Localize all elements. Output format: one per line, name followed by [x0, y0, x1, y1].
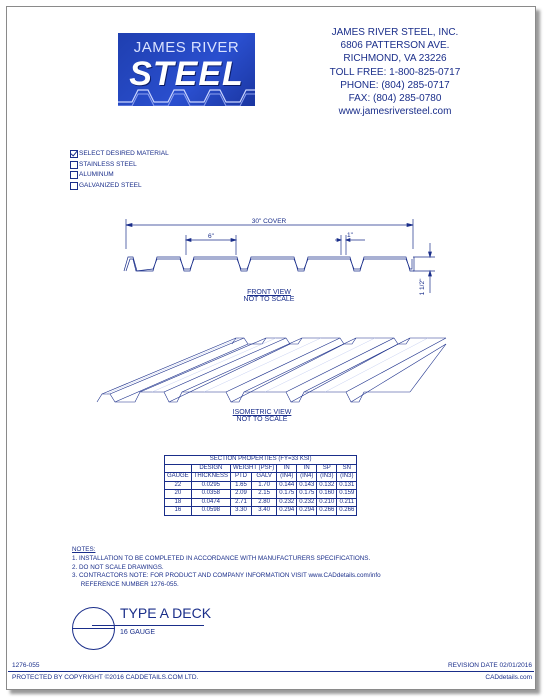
- table-header-cell: SN: [337, 464, 357, 473]
- checkbox-icon[interactable]: [70, 161, 78, 169]
- table-row: [165, 498, 357, 507]
- table-cell: 0.210: [317, 498, 337, 507]
- checkbox-icon[interactable]: [70, 182, 78, 190]
- table-cell: 0.294: [297, 507, 317, 516]
- material-option-stainless[interactable]: [70, 160, 169, 171]
- material-options: [70, 149, 169, 191]
- table-cell: 20: [165, 490, 192, 499]
- revision-date: REVISION DATE 02/01/2016: [447, 662, 532, 669]
- table-header-cell: [165, 464, 192, 473]
- checkbox-icon[interactable]: [70, 171, 78, 179]
- table-cell: 0.211: [337, 498, 357, 507]
- company-address-line2: RICHMOND, VA 23226: [343, 53, 447, 65]
- table-cell: 0.266: [337, 507, 357, 516]
- table-row: [165, 507, 357, 516]
- section-properties-table: [164, 455, 357, 516]
- table-header-cell: IN: [297, 464, 317, 473]
- table-header-cell: THICKNESS: [191, 473, 230, 482]
- copyright-notice: PROTECTED BY COPYRIGHT ©2016 CADDETAILS.COM LTD.: [12, 674, 199, 681]
- table-row: [165, 481, 357, 490]
- note-item: 2. DO NOT SCALE DRAWINGS.: [72, 563, 164, 571]
- table-header-cell: DESIGN: [191, 464, 230, 473]
- james-river-steel-logo: [118, 33, 255, 106]
- material-option-galvanized[interactable]: [70, 181, 169, 192]
- checkbox-checked-icon[interactable]: [70, 150, 78, 158]
- table-header-cell: PTD: [231, 473, 252, 482]
- front-view-title: FRONT VIEW: [247, 289, 291, 296]
- table-header-cell: (IN4): [297, 473, 317, 482]
- drawing-subtitle: 16 GAUGE: [120, 629, 156, 636]
- logo-top-text: JAMES RIVER: [133, 39, 240, 56]
- isometric-view-title: ISOMETRIC VIEW: [232, 409, 292, 416]
- isometric-view-caption: [212, 409, 312, 423]
- company-website[interactable]: www.jamesriversteel.com: [338, 106, 452, 118]
- table-header-cell: GAUGE: [165, 473, 192, 482]
- front-view-drawing: [0, 215, 550, 300]
- table-cell: 1.70: [251, 481, 276, 490]
- notes-section: [72, 546, 381, 590]
- top-dimension-label: 1": [347, 232, 353, 239]
- table-cell: 0.160: [317, 490, 337, 499]
- table-cell: 2.15: [251, 490, 276, 499]
- table-cell: 0.175: [277, 490, 297, 499]
- table-header-cell: WEIGHT (PSF): [231, 464, 277, 473]
- table-cell: 18: [165, 498, 192, 507]
- company-tollfree: TOLL FREE: 1-800-825-0717: [329, 66, 461, 78]
- table-cell: 3.30: [231, 507, 252, 516]
- material-option-label: ALUMINUM: [79, 171, 114, 178]
- table-header-cell: (IN4): [277, 473, 297, 482]
- material-option-label: GALVANIZED STEEL: [79, 181, 142, 189]
- table-header-row-1: [165, 464, 357, 473]
- table-cell: 0.266: [317, 507, 337, 516]
- table-header-row-2: [165, 473, 357, 482]
- table-cell: 0.144: [277, 481, 297, 490]
- material-option-label: SELECT DESIRED MATERIAL: [79, 150, 169, 157]
- title-underline: [92, 625, 204, 626]
- table-header-cell: GALV: [251, 473, 276, 482]
- drawing-title: TYPE A DECK: [120, 605, 212, 621]
- company-info: [300, 26, 490, 118]
- detail-callout-circle-icon: [72, 607, 115, 650]
- table-cell: 0.0358: [191, 490, 230, 499]
- table-cell: 0.132: [317, 481, 337, 490]
- logo-deck-graphic: [118, 76, 255, 106]
- table-cell: 0.131: [337, 481, 357, 490]
- table-cell: 16: [165, 507, 192, 516]
- rib-dimension-label: 6": [208, 233, 214, 240]
- company-phone: PHONE: (804) 285-0717: [340, 79, 450, 91]
- table-cell: 1.65: [231, 481, 252, 490]
- isometric-view-drawing: [0, 330, 550, 410]
- table-cell: 0.159: [337, 490, 357, 499]
- table-row: [165, 490, 357, 499]
- table-caption-row: [165, 456, 357, 465]
- table-caption: SECTION PROPERTIES (FY=33 KSI): [165, 456, 357, 465]
- front-view-caption: [219, 289, 319, 303]
- footer-divider: [8, 671, 534, 672]
- caddetails-link[interactable]: CADdetails.com: [485, 674, 532, 681]
- table-header-cell: SP: [317, 464, 337, 473]
- table-cell: 2.80: [251, 498, 276, 507]
- table-cell: 22: [165, 481, 192, 490]
- company-name: JAMES RIVER STEEL, INC.: [331, 27, 459, 38]
- table-cell: 0.0598: [191, 507, 230, 516]
- table-cell: 2.71: [231, 498, 252, 507]
- logo-steel-text: STEEL: [129, 55, 244, 93]
- table-cell: 0.0474: [191, 498, 230, 507]
- table-cell: 2.09: [231, 490, 252, 499]
- drawing-reference-number: 1276-055: [12, 662, 40, 669]
- note-item: 1. INSTALLATION TO BE COMPLETED IN ACCORDANCE WITH MANUFACTURERS SPECIFICATIONS.: [72, 554, 371, 562]
- company-address-line1: 6806 PATTERSON AVE.: [340, 40, 450, 52]
- front-view-scale: NOT TO SCALE: [243, 296, 295, 303]
- company-fax: FAX: (804) 285-0780: [348, 93, 442, 105]
- table-cell: 3.40: [251, 507, 276, 516]
- table-cell: 0.143: [297, 481, 317, 490]
- table-cell: 0.232: [297, 498, 317, 507]
- table-cell: 0.0295: [191, 481, 230, 490]
- material-option-aluminum[interactable]: [70, 170, 169, 181]
- note-item: REFERENCE NUMBER 1276-055.: [72, 581, 179, 589]
- note-item: 3. CONTRACTORS NOTE: FOR PRODUCT AND COMPANY INFORMATION VISIT www.CADdetails.com/info: [72, 572, 381, 580]
- cover-dimension-label: 30" COVER: [251, 218, 287, 225]
- isometric-view-scale: NOT TO SCALE: [236, 416, 288, 423]
- material-option-label: STAINLESS STEEL: [79, 160, 137, 168]
- table-header-cell: (IN3): [337, 473, 357, 482]
- depth-dimension-label: 1 1/2": [419, 278, 426, 296]
- table-header-cell: IN: [277, 464, 297, 473]
- table-cell: 0.232: [277, 498, 297, 507]
- table-cell: 0.294: [277, 507, 297, 516]
- notes-title: NOTES:: [72, 546, 96, 553]
- material-option-select[interactable]: [70, 149, 169, 160]
- table-header-cell: (IN3): [317, 473, 337, 482]
- table-cell: 0.175: [297, 490, 317, 499]
